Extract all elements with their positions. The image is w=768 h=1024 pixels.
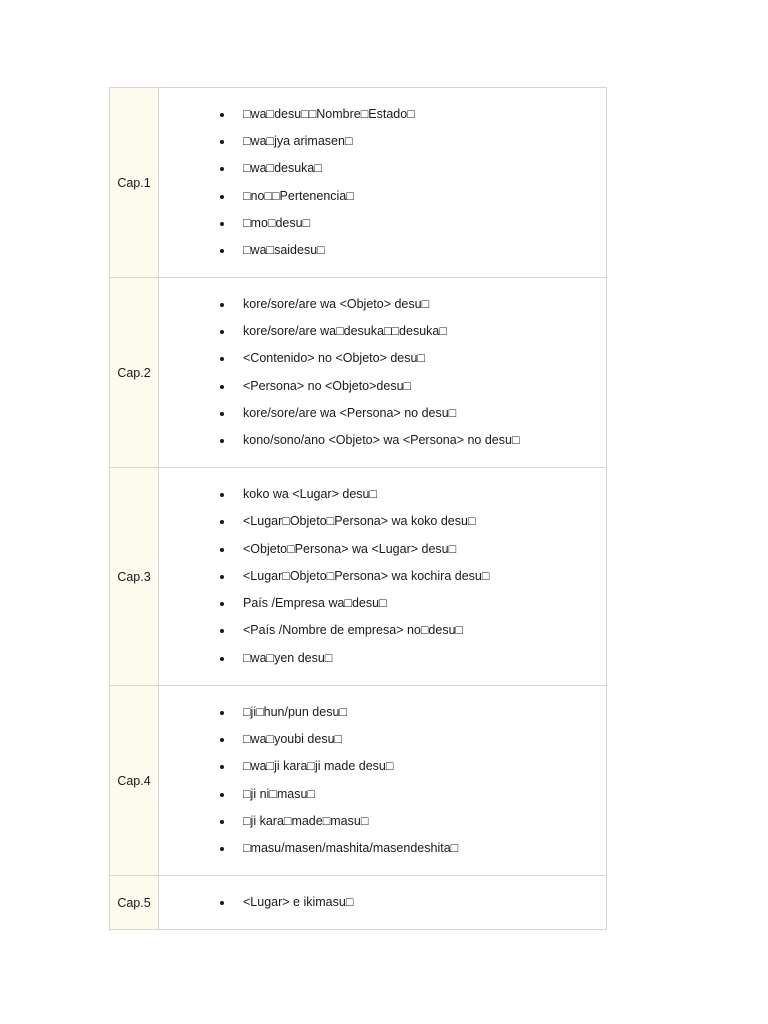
grammar-list (159, 94, 606, 272)
list-item: País /Empresa wa□desu□ (243, 590, 606, 617)
list-item: □wa□yen desu□ (243, 645, 606, 672)
chapter-row-4 (110, 686, 607, 876)
grammar-table (109, 87, 607, 930)
chapter-row-5 (110, 876, 607, 930)
list-item: <Lugar□Objeto□Persona> wa koko desu□ (243, 508, 606, 535)
chapter-label: Cap.1 (110, 88, 159, 278)
chapter-items-cell (159, 876, 607, 930)
chapter-items-cell (159, 686, 607, 876)
chapter-label: Cap.3 (110, 468, 159, 686)
list-item: □wa□saidesu□ (243, 237, 606, 264)
chapter-label: Cap.2 (110, 278, 159, 468)
list-item: kono/sono/ano <Objeto> wa <Persona> no desu□ (243, 427, 606, 454)
list-item: □wa□desu□□Nombre□Estado□ (243, 101, 606, 128)
list-item: □ji kara□made□masu□ (243, 808, 606, 835)
list-item: <Objeto□Persona> wa <Lugar> desu□ (243, 536, 606, 563)
chapter-row-1 (110, 88, 607, 278)
grammar-list (159, 474, 606, 679)
list-item: □wa□desuka□ (243, 155, 606, 182)
list-item: <Lugar□Objeto□Persona> wa kochira desu□ (243, 563, 606, 590)
list-item: □mo□desu□ (243, 210, 606, 237)
list-item: kore/sore/are wa <Persona> no desu□ (243, 400, 606, 427)
list-item: <Persona> no <Objeto>desu□ (243, 373, 606, 400)
list-item: □masu/masen/mashita/masendeshita□ (243, 835, 606, 862)
list-item: □no□□Pertenencia□ (243, 183, 606, 210)
chapter-items-cell (159, 468, 607, 686)
chapter-label: Cap.5 (110, 876, 159, 930)
chapter-label: Cap.4 (110, 686, 159, 876)
list-item: □wa□youbi desu□ (243, 726, 606, 753)
list-item: koko wa <Lugar> desu□ (243, 481, 606, 508)
list-item: kore/sore/are wa□desuka□□desuka□ (243, 318, 606, 345)
list-item: <País /Nombre de empresa> no□desu□ (243, 617, 606, 644)
list-item: <Lugar> e ikimasu□ (243, 889, 606, 916)
list-item: □wa□ji kara□ji made desu□ (243, 753, 606, 780)
chapter-row-2 (110, 278, 607, 468)
chapter-items-cell (159, 88, 607, 278)
list-item: □ji□hun/pun desu□ (243, 699, 606, 726)
chapter-items-cell (159, 278, 607, 468)
list-item: <Contenido> no <Objeto> desu□ (243, 345, 606, 372)
grammar-list (159, 692, 606, 870)
grammar-list (159, 882, 606, 923)
chapter-row-3 (110, 468, 607, 686)
grammar-list (159, 284, 606, 462)
list-item: kore/sore/are wa <Objeto> desu□ (243, 291, 606, 318)
list-item: □wa□jya arimasen□ (243, 128, 606, 155)
list-item: □ji ni□masu□ (243, 781, 606, 808)
